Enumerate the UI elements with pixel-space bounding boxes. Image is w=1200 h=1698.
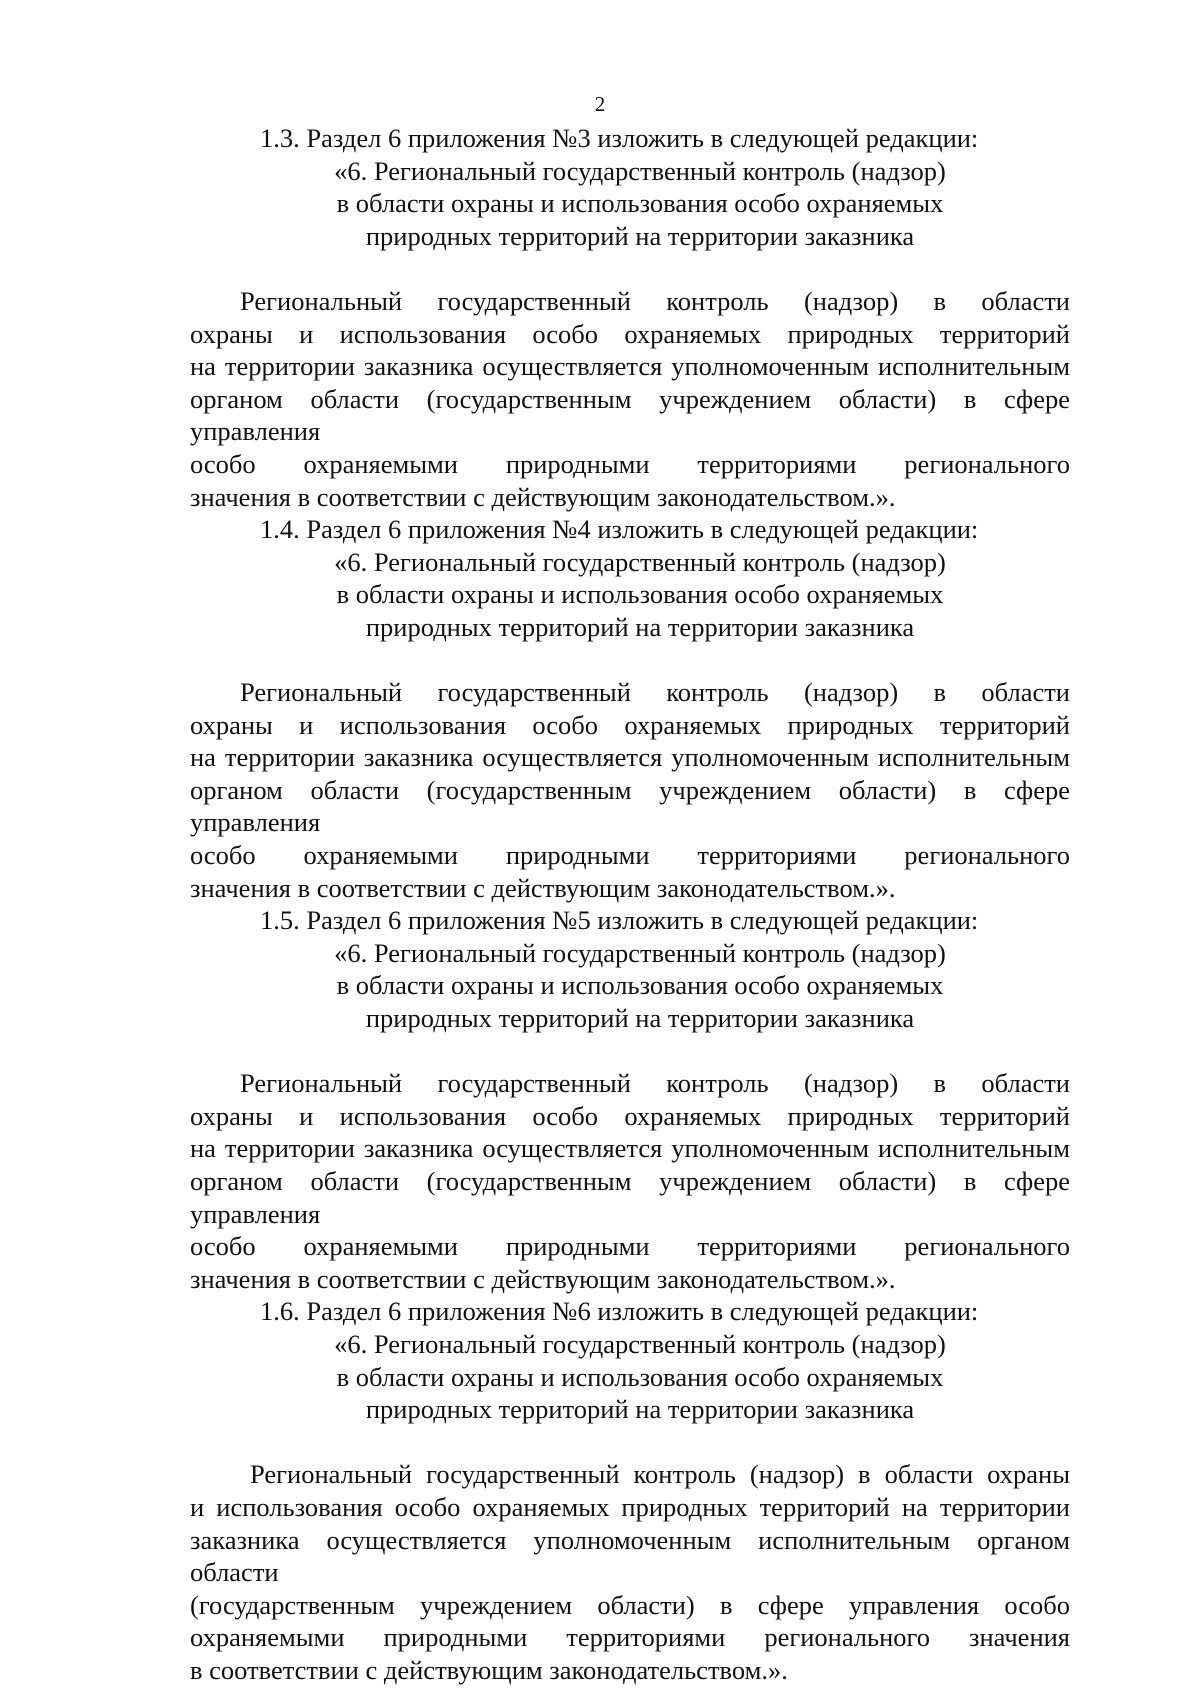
section-body: [190, 1458, 1070, 1686]
section-heading: [190, 937, 1070, 1035]
document-content: [190, 122, 1070, 1687]
body-line: особо охраняемыми природными территориями регионального: [190, 1231, 1070, 1262]
body-line: в соответствии с действующим законодательством.».: [190, 1654, 788, 1685]
heading-line: «6. Региональный государственный контроль (надзор): [334, 1328, 946, 1359]
body-line: органом области (государственным учреждением области) в сфере управления: [190, 1166, 1070, 1229]
section-1-5: [190, 904, 1070, 1295]
body-line: Региональный государственный контроль (надзор) в области: [240, 677, 1070, 708]
body-line: особо охраняемыми природными территориями регионального: [190, 840, 1070, 871]
body-line: охраняемыми природными территориями регионального значения: [190, 1622, 1070, 1653]
body-line: органом области (государственным учреждением области) в сфере управления: [190, 774, 1070, 838]
section-heading: [190, 546, 1070, 644]
body-line: органом области (государственным учреждением области) в сфере управления: [190, 383, 1070, 447]
heading-line: в области охраны и использования особо охраняемых: [336, 579, 944, 610]
section-intro: 1.6. Раздел 6 приложения №6 изложить в следующей редакции:: [260, 1296, 979, 1327]
section-intro: 1.5. Раздел 6 приложения №5 изложить в следующей редакции:: [260, 905, 979, 936]
body-line: значения в соответствии с действующим законодательством.».: [190, 481, 896, 512]
section-heading: [190, 1328, 1070, 1426]
body-line: Региональный государственный контроль (надзор) в области охраны: [250, 1459, 1070, 1490]
body-line: значения в соответствии с действующим законодательством.».: [190, 1263, 896, 1294]
body-line: охраны и использования особо охраняемых природных территорий: [190, 1100, 1070, 1131]
heading-line: в области охраны и использования особо охраняемых: [336, 1361, 944, 1392]
body-line: Региональный государственный контроль (надзор) в области: [240, 1068, 1070, 1099]
heading-line: «6. Региональный государственный контроль (надзор): [334, 546, 946, 577]
heading-line: «6. Региональный государственный контроль (надзор): [334, 155, 946, 186]
body-line: заказника осуществляется уполномоченным исполнительным органом области: [190, 1524, 1070, 1588]
heading-line: природных территорий на территории заказника: [365, 611, 915, 642]
heading-line: природных территорий на территории заказника: [365, 220, 915, 251]
body-line: значения в соответствии с действующим законодательством.».: [190, 872, 896, 903]
section-body: [190, 676, 1070, 904]
heading-line: в области охраны и использования особо охраняемых: [336, 970, 944, 1001]
body-line: (государственным учреждением области) в сфере управления особо: [190, 1589, 1070, 1620]
body-line: на территории заказника осуществляется уполномоченным исполнительным: [190, 742, 1070, 773]
body-line: на территории заказника осуществляется уполномоченным исполнительным: [190, 1133, 1070, 1164]
section-1-4: [190, 513, 1070, 904]
heading-line: в области охраны и использования особо охраняемых: [336, 188, 944, 219]
section-1-3: [190, 122, 1070, 513]
section-1-6: [190, 1295, 1070, 1686]
body-line: особо охраняемыми природными территориями регионального: [190, 448, 1070, 479]
section-intro: 1.4. Раздел 6 приложения №4 изложить в следующей редакции:: [260, 514, 979, 545]
heading-line: природных территорий на территории заказника: [365, 1003, 915, 1034]
body-line: охраны и использования особо охраняемых природных территорий: [190, 709, 1070, 740]
body-line: Региональный государственный контроль (надзор) в области: [240, 285, 1070, 316]
heading-line: «6. Региональный государственный контроль (надзор): [334, 937, 946, 968]
heading-line: природных территорий на территории заказника: [365, 1394, 915, 1425]
body-line: на территории заказника осуществляется уполномоченным исполнительным: [190, 351, 1070, 382]
section-body: [190, 285, 1070, 513]
section-heading: [190, 155, 1070, 253]
page-number: 2: [594, 92, 606, 116]
body-line: охраны и использования особо охраняемых природных территорий: [190, 318, 1070, 349]
body-line: и использования особо охраняемых природных территорий на территории: [190, 1491, 1070, 1522]
section-body: [190, 1067, 1070, 1295]
section-intro: 1.3. Раздел 6 приложения №3 изложить в следующей редакции:: [260, 123, 979, 153]
